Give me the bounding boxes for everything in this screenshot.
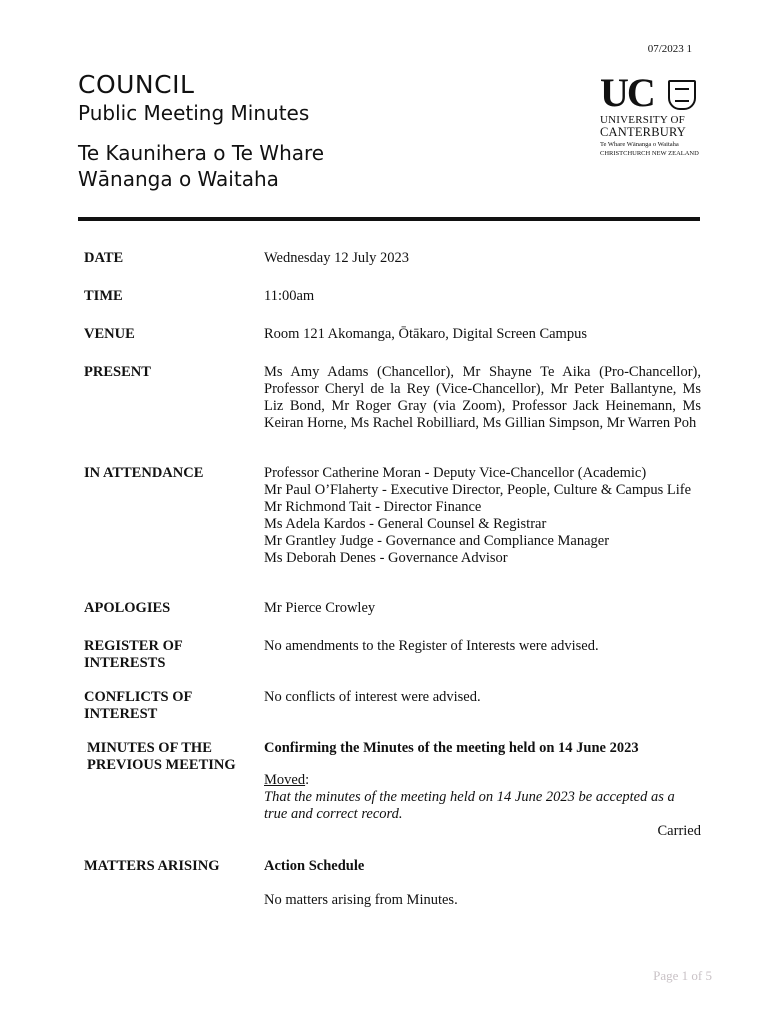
- row-label-line: INTEREST: [84, 706, 158, 722]
- row-label: [84, 638, 254, 672]
- attendee-item: Mr Grantley Judge - Governance and Compliance Manager: [264, 533, 610, 549]
- attendee-item: Professor Catherine Moran - Deputy Vice-Chancellor (Academic): [264, 465, 647, 481]
- row-value: [264, 740, 701, 840]
- maori-title-line-1: Te Kaunihera o Te Whare: [78, 141, 325, 165]
- moved-label: Moved: [264, 772, 306, 788]
- row-value: Ms Amy Adams (Chancellor), Mr Shayne Te Aika (Pro-Chancellor), Professor Cheryl de la Rey (Vice-Chancellor), Mr Peter Ballantyne, Ms Liz Bond, Mr Roger Gray (via Zoom), Professor Jack Heinemann, Ms Keiran Horne, Ms Rachel Robilliard, Ms Gillian Simpson, Mr Warren Poh: [264, 364, 701, 431]
- logo-line-3: Te Whare Wānanga o Waitaha: [600, 141, 679, 148]
- row-label: [84, 689, 254, 723]
- attendee-item: Mr Paul O’Flaherty - Executive Director, People, Culture & Campus Life: [264, 482, 692, 498]
- row-value: [264, 858, 701, 909]
- university-logo: [600, 70, 700, 174]
- row-label: MATTERS ARISING: [84, 858, 220, 874]
- logo-line-2: CANTERBURY: [600, 125, 687, 139]
- matters-text: No matters arising from Minutes.: [264, 892, 458, 908]
- row-label: [87, 740, 257, 774]
- row-label: PRESENT: [84, 364, 151, 380]
- row-value: Wednesday 12 July 2023: [264, 250, 410, 266]
- row-label: DATE: [84, 250, 124, 266]
- attendee-list: [264, 465, 701, 567]
- document-reference: 07/2023 1: [647, 43, 692, 55]
- row-label: TIME: [84, 288, 123, 304]
- attendee-item: Ms Adela Kardos - General Counsel & Registrar: [264, 516, 547, 532]
- row-value: Room 121 Akomanga, Ōtākaro, Digital Screen Campus: [264, 326, 587, 342]
- row-label-line: REGISTER OF: [84, 638, 183, 654]
- header-divider: [78, 217, 700, 221]
- row-value: Mr Pierce Crowley: [264, 600, 376, 616]
- row-value: No amendments to the Register of Interests were advised.: [264, 638, 599, 654]
- logo-letters: UC: [600, 70, 654, 115]
- council-title: COUNCIL: [78, 70, 195, 99]
- attendee-item: Ms Deborah Denes - Governance Advisor: [264, 550, 508, 566]
- logo-line-4: CHRISTCHURCH NEW ZEALAND: [600, 150, 699, 157]
- document-subtitle: Public Meeting Minutes: [78, 101, 310, 125]
- row-label-line: CONFLICTS OF: [84, 689, 193, 705]
- logo-line-1: UNIVERSITY OF: [600, 114, 685, 126]
- crest-icon: [668, 80, 696, 110]
- minutes-heading: Confirming the Minutes of the meeting held on 14 June 2023: [264, 740, 639, 756]
- title-block: [78, 70, 324, 192]
- carried-label: Carried: [657, 823, 701, 839]
- maori-title: [78, 140, 324, 192]
- moved-line: Moved:: [264, 772, 310, 788]
- attendee-item: Mr Richmond Tait - Director Finance: [264, 499, 482, 515]
- row-value: 11:00am: [264, 288, 315, 304]
- motion-text: That the minutes of the meeting held on 14 June 2023 be accepted as a true and correct record.: [264, 789, 675, 822]
- maori-title-line-2: Wānanga o Waitaha: [78, 167, 279, 191]
- page-number: Page 1 of 5: [653, 968, 712, 983]
- row-label-line: PREVIOUS MEETING: [87, 757, 236, 773]
- row-label-line: INTERESTS: [84, 655, 166, 671]
- row-label: APOLOGIES: [84, 600, 171, 616]
- row-label: VENUE: [84, 326, 135, 342]
- row-label: IN ATTENDANCE: [84, 465, 204, 481]
- action-schedule-heading: Action Schedule: [264, 858, 365, 874]
- row-label-line: MINUTES OF THE: [87, 740, 212, 756]
- row-value: No conflicts of interest were advised.: [264, 689, 481, 705]
